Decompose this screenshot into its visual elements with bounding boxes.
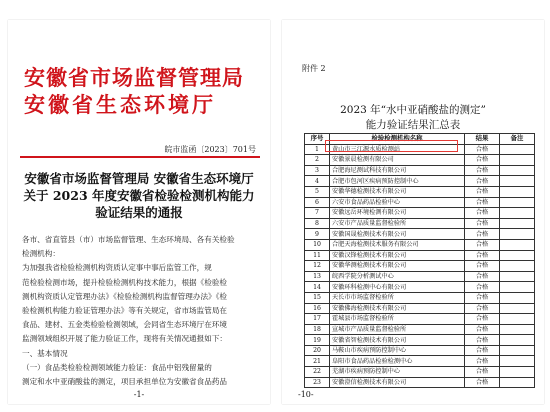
- row-institution: 皖西学院分析测试中心: [330, 271, 465, 282]
- row-result: 合格: [465, 356, 500, 367]
- table-row: [305, 155, 535, 166]
- table-row: [305, 218, 535, 229]
- attachment-label: 附件 2: [302, 64, 326, 73]
- table-row: [305, 197, 535, 208]
- row-index: 16: [305, 303, 330, 314]
- row-institution: 安徽汉锋检测技术有限公司: [330, 250, 465, 261]
- row-result: 合格: [465, 144, 500, 155]
- row-institution: 六安市食品药品检验中心: [330, 197, 465, 208]
- row-index: 4: [305, 176, 330, 187]
- row-institution: 宣城市产品质量监督检验所: [330, 324, 465, 335]
- row-institution: 芜湖市疾病预防控制中心: [330, 367, 465, 378]
- row-remark: [500, 186, 535, 197]
- results-title-line1: 2023 年“水中亚硝酸盐的测定”: [340, 104, 486, 116]
- table-row: [305, 250, 535, 261]
- row-remark: [500, 218, 535, 229]
- body-line: 监测领域组织开展了能力验证工作，现将有关情况通报如下：: [22, 334, 228, 344]
- row-index: 5: [305, 186, 330, 197]
- notice-title-line2: 关于 2023 年度安徽省检验检测机构能力: [23, 188, 255, 203]
- table-row: [305, 377, 535, 388]
- row-remark: [500, 282, 535, 293]
- row-remark: [500, 303, 535, 314]
- row-result: 合格: [465, 292, 500, 303]
- row-remark: [500, 314, 535, 325]
- table-row: [305, 271, 535, 282]
- body-line: 测机构资质认定管理办法》《检验检测机构监督管理办法》《检: [22, 291, 228, 301]
- row-remark: [500, 155, 535, 166]
- header-result: 结果: [465, 134, 500, 145]
- row-remark: [500, 356, 535, 367]
- body-line: 范检验检测市场，提升检验检测机构技术能力，根据《检验检: [22, 277, 228, 287]
- notice-title-line3: 验证结果的通报: [95, 205, 183, 220]
- row-index: 10: [305, 239, 330, 250]
- row-institution: 合肥海尼测试科技有限公司: [330, 165, 465, 176]
- row-result: 合格: [465, 271, 500, 282]
- row-institution: 安徽国晟检测技术有限公司: [330, 229, 465, 240]
- row-result: 合格: [465, 261, 500, 272]
- body-line: 各市、省直管县（市）市场监督管理、生态环境局、各有关检验: [22, 235, 235, 244]
- row-index: 14: [305, 282, 330, 293]
- row-index: 7: [305, 208, 330, 219]
- row-remark: [500, 229, 535, 240]
- row-remark: [500, 239, 535, 250]
- row-result: 合格: [465, 197, 500, 208]
- header-institution: 检验检测机构名称: [330, 134, 465, 145]
- row-institution: 合肥天海检测技术服务有限公司: [330, 239, 465, 250]
- row-remark: [500, 208, 535, 219]
- row-index: 19: [305, 335, 330, 346]
- red-divider: [20, 156, 260, 158]
- row-result: 合格: [465, 303, 500, 314]
- row-remark: [500, 324, 535, 335]
- row-institution: 霍城县市场监督检验所: [330, 314, 465, 325]
- row-index: 3: [305, 165, 330, 176]
- table-row: [305, 324, 535, 335]
- row-index: 2: [305, 155, 330, 166]
- body-line: 食品、建材、五金类检验检测领域，会同省生态环境厅在环境: [22, 320, 228, 330]
- row-index: 20: [305, 345, 330, 356]
- results-table: [304, 133, 535, 388]
- table-row: [305, 335, 535, 346]
- body-line: 测定和水中亚硝酸盐的测定，项目承担单位为安徽省食品药品: [22, 377, 228, 386]
- row-result: 合格: [465, 377, 500, 388]
- row-index: 21: [305, 356, 330, 367]
- row-remark: [500, 367, 535, 378]
- results-title-line2: 能力验证结果汇总表: [365, 119, 461, 131]
- table-row: [305, 282, 535, 293]
- row-index: 8: [305, 218, 330, 229]
- header-remark: 备注: [500, 134, 535, 145]
- row-institution: 阜阳市食品药品检验检测中心: [330, 356, 465, 367]
- row-institution: 黄山市三江源水质检测站: [330, 144, 465, 155]
- table-row: [305, 303, 535, 314]
- row-result: 合格: [465, 282, 500, 293]
- row-result: 合格: [465, 345, 500, 356]
- row-result: 合格: [465, 176, 500, 187]
- body-line: 验检测机构能力验证管理办法》等有关规定，省市场监管局在: [22, 306, 228, 315]
- left-page-number: -1-: [133, 390, 145, 399]
- row-institution: 安徽省智检测技术有限公司: [330, 335, 465, 346]
- row-result: 合格: [465, 229, 500, 240]
- table-row: [305, 186, 535, 197]
- row-remark: [500, 165, 535, 176]
- table-row: [305, 208, 535, 219]
- row-remark: [500, 292, 535, 303]
- right-document-page: [282, 20, 544, 404]
- row-institution: 安徽景晨检测有限公司: [330, 155, 465, 166]
- body-line: 检测机构：: [22, 249, 60, 259]
- row-index: 6: [305, 197, 330, 208]
- row-result: 合格: [465, 314, 500, 325]
- row-result: 合格: [465, 335, 500, 346]
- row-result: 合格: [465, 155, 500, 166]
- row-remark: [500, 144, 535, 155]
- row-index: 13: [305, 271, 330, 282]
- row-remark: [500, 261, 535, 272]
- table-row: [305, 239, 535, 250]
- row-index: 12: [305, 261, 330, 272]
- row-remark: [500, 197, 535, 208]
- row-institution: 安徽华德检测技术有限公司: [330, 186, 465, 197]
- right-page-number: -10-: [298, 390, 314, 399]
- table-row: [305, 314, 535, 325]
- row-institution: 安徽佛海检测技术有限公司: [330, 303, 465, 314]
- row-index: 22: [305, 367, 330, 378]
- notice-title-line1: 安徽省市场监督管理局 安徽省生态环境厅: [24, 171, 254, 186]
- body-line: 一、基本情况: [22, 348, 68, 358]
- table-row: [305, 261, 535, 272]
- row-remark: [500, 377, 535, 388]
- row-result: 合格: [465, 165, 500, 176]
- header-index: 序号: [305, 134, 330, 145]
- row-index: 17: [305, 314, 330, 325]
- table-row: [305, 229, 535, 240]
- row-result: 合格: [465, 208, 500, 219]
- document-number: 皖市监函〔2023〕701号: [164, 145, 256, 154]
- left-document-page: [8, 20, 270, 404]
- row-index: 11: [305, 250, 330, 261]
- row-result: 合格: [465, 239, 500, 250]
- row-index: 9: [305, 229, 330, 240]
- results-table-body: [305, 144, 535, 388]
- issuer-header-line2: 安徽省生态环境厅: [24, 92, 216, 117]
- row-remark: [500, 250, 535, 261]
- row-result: 合格: [465, 186, 500, 197]
- row-index: 1: [305, 144, 330, 155]
- table-row: [305, 176, 535, 187]
- row-remark: [500, 335, 535, 346]
- row-institution: 天长市市场监督检验所: [330, 292, 465, 303]
- row-institution: 安徽澄信检测技术有限公司: [330, 377, 465, 388]
- issuer-header-line1: 安徽省市场监督管理局: [24, 65, 244, 90]
- row-index: 23: [305, 377, 330, 388]
- row-institution: 合肥市包河区疾病预防控制中心: [330, 176, 465, 187]
- row-remark: [500, 176, 535, 187]
- table-row: [305, 356, 535, 367]
- row-institution: 安徽华测检测技术有限公司: [330, 261, 465, 272]
- table-row: [305, 345, 535, 356]
- table-header-row: [305, 134, 535, 145]
- body-line: （一）食品类检验检测领域能力验证：食品中铝残留量的: [22, 362, 212, 372]
- body-line: 为加强我省检验检测机构资质认定事中事后监管工作，规: [22, 263, 212, 273]
- row-institution: 安徽远岳环境检测有限公司: [330, 208, 465, 219]
- row-result: 合格: [465, 367, 500, 378]
- row-index: 15: [305, 292, 330, 303]
- table-row: [305, 292, 535, 303]
- table-row: [305, 367, 535, 378]
- row-result: 合格: [465, 218, 500, 229]
- row-institution: 安徽环科检测中心有限公司: [330, 282, 465, 293]
- row-result: 合格: [465, 250, 500, 261]
- row-result: 合格: [465, 324, 500, 335]
- row-institution: 马鞍山市疾病预防控制中心: [330, 345, 465, 356]
- row-remark: [500, 345, 535, 356]
- row-index: 18: [305, 324, 330, 335]
- row-remark: [500, 271, 535, 282]
- row-institution: 六安市产品质量监督检验所: [330, 218, 465, 229]
- table-row: [305, 144, 535, 155]
- table-row: [305, 165, 535, 176]
